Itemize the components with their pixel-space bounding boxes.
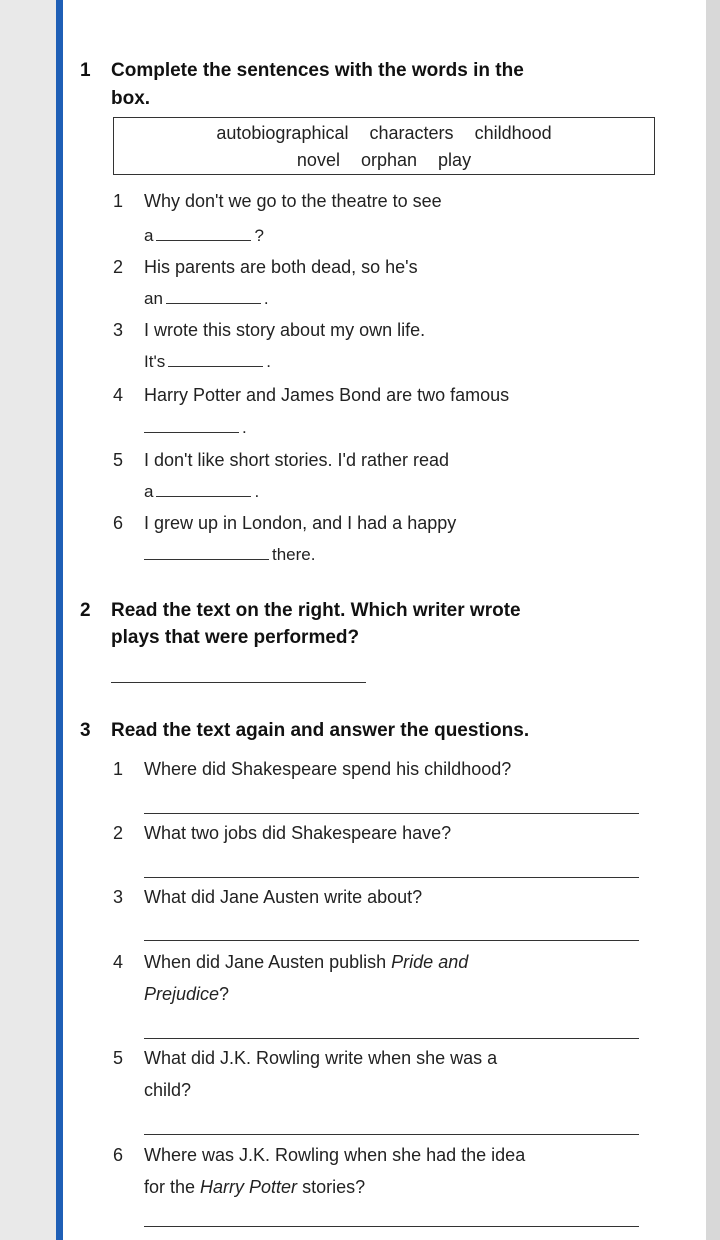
question-text-line1	[144, 952, 468, 973]
question-text-line2: child?	[144, 1080, 192, 1100]
book-title: Harry Potter	[200, 1177, 298, 1197]
word-box-item: orphan	[360, 150, 418, 170]
question-number: 4	[113, 952, 124, 972]
item-number: 6	[113, 513, 124, 533]
word-box-item: characters	[369, 123, 454, 143]
item-text: His parents are both dead, so he's	[144, 257, 418, 277]
answer-line[interactable]	[144, 1134, 639, 1135]
answer-line[interactable]	[144, 813, 639, 814]
question-number: 1	[113, 759, 124, 779]
item-number: 1	[113, 191, 124, 211]
answer-line[interactable]	[111, 682, 366, 683]
item-text: Harry Potter and James Bond are two famous	[144, 385, 510, 405]
question-text: When did Jane Austen publish	[144, 952, 392, 972]
item-suffix: there.	[272, 545, 316, 564]
item-suffix: .	[263, 289, 269, 308]
item-prefix: It's	[144, 352, 166, 371]
answer-blank[interactable]	[144, 545, 269, 560]
exercise-1-number: 1	[80, 60, 91, 81]
answer-blank[interactable]	[144, 418, 239, 433]
item-text: I don't like short stories. I'd rather read	[144, 450, 450, 470]
question-text-line2	[144, 1177, 365, 1198]
item-suffix: .	[254, 482, 260, 501]
question-text-line1: What did J.K. Rowling write when she was a	[144, 1048, 498, 1068]
item-answer-line	[144, 418, 247, 438]
answer-blank[interactable]	[156, 482, 251, 497]
item-answer-line	[144, 289, 269, 309]
exercise-2-number: 2	[80, 600, 91, 621]
answer-blank[interactable]	[168, 352, 263, 367]
item-number: 5	[113, 450, 124, 470]
item-prefix: an	[144, 289, 163, 308]
question-number: 5	[113, 1048, 124, 1068]
question-text: ?	[219, 984, 230, 1004]
question-text: Where did Shakespeare spend his childhood?	[144, 759, 512, 779]
book-title: Prejudice	[144, 984, 220, 1004]
item-answer-line	[144, 226, 264, 246]
page-margin	[706, 0, 720, 1240]
word-box	[113, 117, 655, 175]
answer-line[interactable]	[144, 940, 639, 941]
item-answer-line	[144, 545, 315, 565]
item-number: 2	[113, 257, 124, 277]
exercise-3-title: Read the text again and answer the questions.	[111, 720, 530, 741]
question-number: 2	[113, 823, 124, 843]
question-number: 6	[113, 1145, 124, 1165]
item-text: I grew up in London, and I had a happy	[144, 513, 457, 533]
item-number: 4	[113, 385, 124, 405]
answer-blank[interactable]	[156, 226, 251, 241]
exercise-1-title-line2: box.	[111, 88, 151, 109]
word-box-item: play	[438, 150, 472, 170]
question-text: What did Jane Austen write about?	[144, 887, 423, 907]
word-box-item: novel	[296, 150, 340, 170]
question-text: stories?	[297, 1177, 366, 1197]
item-prefix: a	[144, 226, 154, 245]
item-text: Why don't we go to the theatre to see	[144, 191, 442, 211]
question-text: for the	[144, 1177, 201, 1197]
question-text-line2	[144, 984, 229, 1005]
item-prefix: a	[144, 482, 154, 501]
question-text-line1: Where was J.K. Rowling when she had the idea	[144, 1145, 526, 1165]
item-number: 3	[113, 320, 124, 340]
book-title: Pride and	[391, 952, 469, 972]
page-edge-bar	[56, 0, 63, 1240]
exercise-2-title-line1: Read the text on the right. Which writer wrote	[111, 600, 521, 621]
question-number: 3	[113, 887, 124, 907]
answer-line[interactable]	[144, 877, 639, 878]
exercise-1-title-line1: Complete the sentences with the words in the	[111, 60, 524, 81]
item-answer-line	[144, 352, 271, 372]
word-box-item: autobiographical	[216, 123, 349, 143]
answer-line[interactable]	[144, 1226, 639, 1227]
item-text: I wrote this story about my own life.	[144, 320, 426, 340]
exercise-3-number: 3	[80, 720, 91, 741]
item-suffix: .	[266, 352, 271, 371]
item-answer-line	[144, 482, 259, 502]
exercise-2-title-line2: plays that were performed?	[111, 627, 360, 648]
answer-line[interactable]	[144, 1038, 639, 1039]
item-suffix: ?	[254, 226, 264, 245]
answer-blank[interactable]	[166, 289, 261, 304]
item-suffix: .	[242, 418, 247, 437]
question-text: What two jobs did Shakespeare have?	[144, 823, 452, 843]
word-box-item: childhood	[474, 123, 552, 143]
